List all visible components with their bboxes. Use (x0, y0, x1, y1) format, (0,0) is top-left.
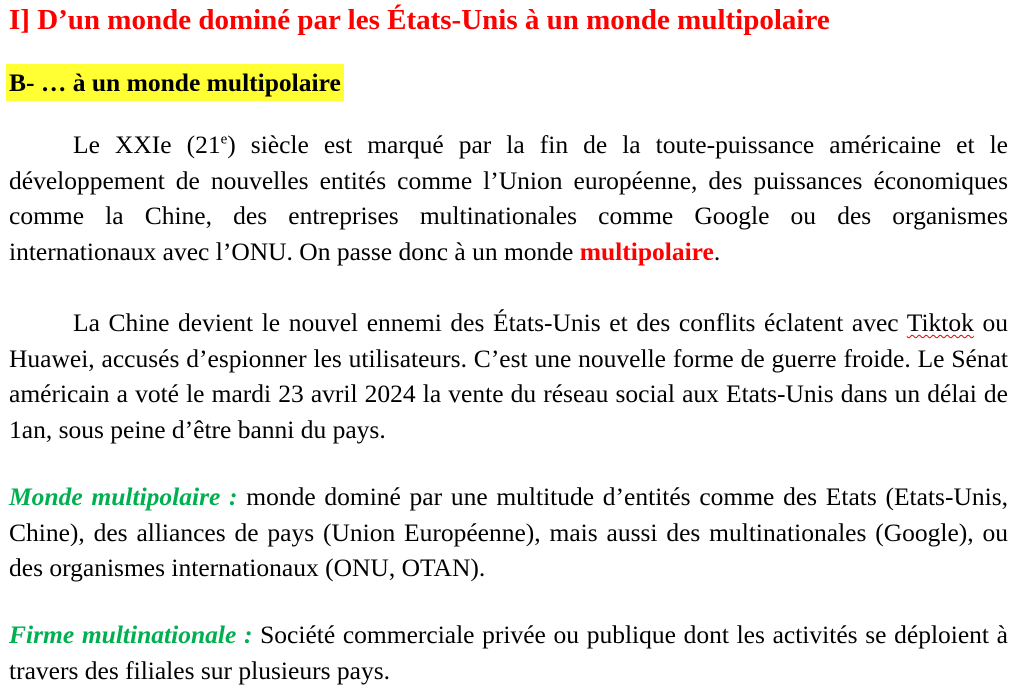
superscript-e: e (220, 131, 228, 148)
page-title: I] D’un monde dominé par les États-Unis à un monde multipolaire (9, 4, 830, 36)
definition-text: monde dominé par une multitude d’entités comme des Etats (Etats-Unis, Chine), des alliances de pays (Union Européenne), mais aussi des multinationales (Google), ou des organismes internationaux (ONU, OTAN). (9, 482, 1008, 582)
paragraph-china-text-b: ou Huawei, accusés d’espionner les utilisateurs. C’est une nouvelle forme de guerre froide. Le Sénat américain a voté le mardi 23 avril 2024 la vente du réseau social aux Etats-Unis dans un délai de 1an, sous peine d’être banni du pays. (9, 308, 1008, 444)
spellcheck-word-tiktok: Tiktok (906, 308, 974, 337)
definition-term: Monde multipolaire : (9, 482, 238, 511)
paragraph-intro-text-b: ) siècle est marqué par la fin de la toute-puissance américaine et le développement de nouvelles entités comme l’Union européenne, des puissances économiques comme la Chine, des entreprises multinationales comme Google ou des organismes internationaux avec l’ONU. On passe donc à un monde (9, 130, 1008, 266)
paragraph-intro (9, 127, 1008, 269)
paragraph-china (9, 305, 1008, 447)
definition-firme-multinationale (9, 617, 1008, 688)
paragraph-china-text-a: La Chine devient le nouvel ennemi des États-Unis et des conflits éclatent avec (73, 308, 907, 337)
section-subtitle: B- … à un monde multipolaire (6, 64, 344, 101)
keyword-multipolaire: multipolaire (579, 236, 714, 266)
paragraph-intro-end: . (713, 236, 721, 266)
definition-term: Firme multinationale : (9, 620, 253, 649)
definition-text: Société commerciale privée ou publique dont les activités se déploient à travers des filiales sur plusieurs pays. (9, 620, 1008, 685)
paragraph-intro-text-a: Le XXIe (21 (73, 130, 221, 159)
definition-monde-multipolaire (9, 479, 1008, 586)
